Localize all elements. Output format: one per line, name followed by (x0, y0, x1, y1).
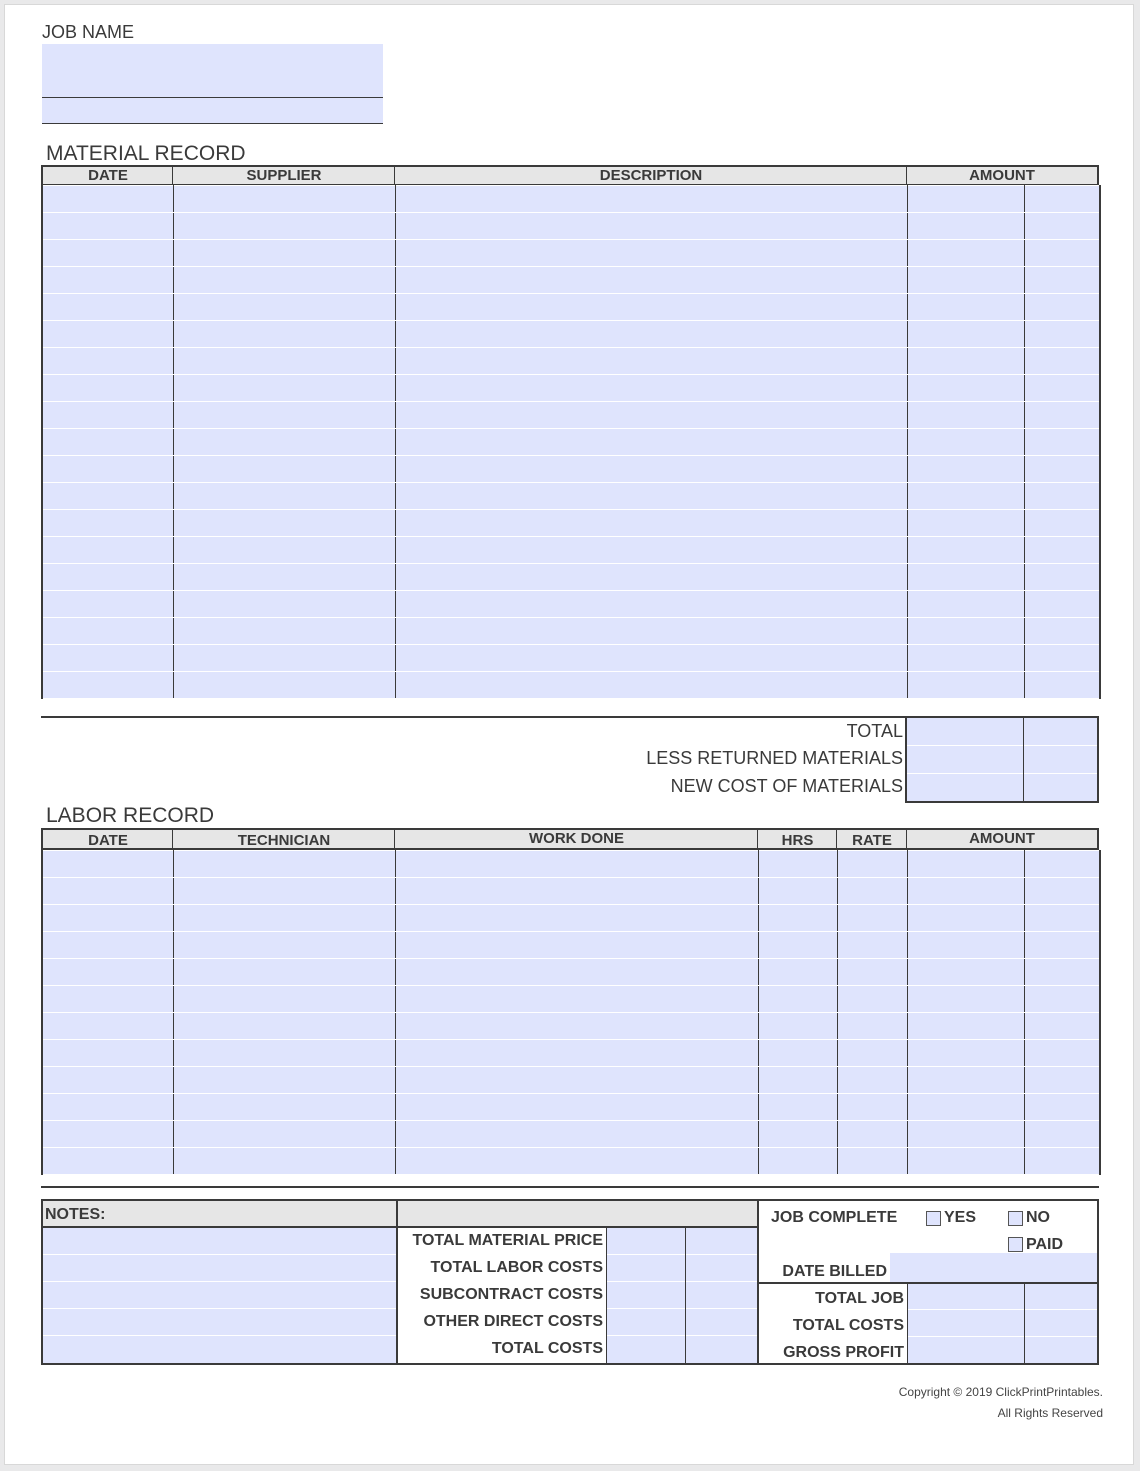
material-cell[interactable] (173, 402, 395, 429)
labor-row (42, 1040, 1100, 1067)
material-row (42, 483, 1100, 510)
labor-row (42, 1013, 1100, 1040)
material-cell[interactable] (1024, 375, 1100, 402)
labor-cell[interactable] (837, 959, 907, 986)
labor-cell[interactable] (173, 1013, 395, 1040)
total-job-field[interactable] (908, 1284, 1024, 1310)
material-cell[interactable] (1024, 213, 1100, 240)
material-cell[interactable] (173, 429, 395, 456)
labor-cell[interactable] (42, 1094, 173, 1121)
labor-cell[interactable] (758, 986, 837, 1013)
cost-header (398, 1201, 757, 1228)
material-header-divider (172, 166, 173, 185)
labor-cell[interactable] (395, 932, 758, 959)
material-grid (41, 185, 1101, 699)
subcontract-costs-label: SUBCONTRACT COSTS (419, 1286, 603, 1303)
material-header-divider (394, 166, 395, 185)
labor-grid (41, 850, 1101, 1175)
material-row (42, 537, 1100, 564)
labor-cell[interactable] (42, 878, 173, 905)
labor-cell[interactable] (758, 1013, 837, 1040)
material-total-field[interactable] (907, 718, 1023, 746)
material-cell[interactable] (907, 483, 1024, 510)
material-row (42, 645, 1100, 672)
labor-row (42, 932, 1100, 959)
labor-cell[interactable] (907, 1013, 1024, 1040)
material-cell[interactable] (907, 672, 1024, 699)
subcontract-costs-cents-field[interactable] (686, 1282, 757, 1309)
material-cell[interactable] (1024, 510, 1100, 537)
material-cell[interactable] (173, 645, 395, 672)
material-total-cents-field[interactable] (1024, 718, 1097, 746)
material-total-label: TOTAL (846, 721, 903, 741)
notes-label: NOTES: (45, 1206, 106, 1223)
notes-line-5[interactable] (43, 1336, 396, 1363)
job-name-field-3[interactable] (42, 98, 383, 124)
labor-cell[interactable] (837, 1148, 907, 1175)
rights-text: All Rights Reserved (997, 1406, 1103, 1420)
gross-profit-label: GROSS PROFIT (783, 1344, 904, 1361)
material-cell[interactable] (1024, 294, 1100, 321)
other-direct-costs-field[interactable] (607, 1309, 685, 1336)
material-cell[interactable] (1024, 456, 1100, 483)
labor-header-hrs: HRS (781, 832, 814, 849)
less-returned-label: LESS RETURNED MATERIALS (646, 748, 903, 768)
material-cell[interactable] (395, 537, 907, 564)
subcontract-costs-field[interactable] (607, 1282, 685, 1309)
material-cell[interactable] (907, 402, 1024, 429)
material-cell[interactable] (395, 591, 907, 618)
labor-header-amount: AMOUNT (969, 830, 1035, 847)
material-cell[interactable] (395, 672, 907, 699)
material-header-date: DATE (88, 167, 128, 184)
material-cell[interactable] (173, 672, 395, 699)
material-cell[interactable] (1024, 618, 1100, 645)
labor-header-divider (757, 830, 758, 848)
material-cell[interactable] (42, 510, 173, 537)
labor-cell[interactable] (907, 1121, 1024, 1148)
material-cell[interactable] (42, 348, 173, 375)
paid-checkbox[interactable] (1008, 1237, 1023, 1252)
gross-profit-field[interactable] (908, 1337, 1024, 1363)
labor-cell[interactable] (173, 959, 395, 986)
labor-cell[interactable] (1024, 878, 1100, 905)
labor-header-divider (172, 830, 173, 848)
material-cell[interactable] (907, 348, 1024, 375)
material-cell[interactable] (395, 402, 907, 429)
labor-cell[interactable] (395, 1094, 758, 1121)
material-cell[interactable] (395, 213, 907, 240)
labor-cell[interactable] (1024, 1040, 1100, 1067)
new-cost-field[interactable] (907, 774, 1023, 801)
labor-cell[interactable] (173, 932, 395, 959)
material-cell[interactable] (907, 186, 1024, 213)
material-header-divider (906, 166, 907, 185)
summary-section (41, 1199, 1099, 1365)
total-job-label: TOTAL JOB (815, 1290, 904, 1307)
material-cell[interactable] (173, 294, 395, 321)
labor-cell[interactable] (395, 1121, 758, 1148)
material-cell[interactable] (42, 483, 173, 510)
labor-row (42, 986, 1100, 1013)
labor-cell[interactable] (173, 1148, 395, 1175)
material-cell[interactable] (907, 294, 1024, 321)
total-material-price-label: TOTAL MATERIAL PRICE (412, 1232, 603, 1249)
material-cell[interactable] (173, 321, 395, 348)
labor-cell[interactable] (907, 986, 1024, 1013)
labor-cell[interactable] (837, 1094, 907, 1121)
labor-row (42, 959, 1100, 986)
status-total-costs-cents-field[interactable] (1025, 1310, 1097, 1337)
labor-cell[interactable] (907, 1067, 1024, 1094)
labor-cell[interactable] (837, 878, 907, 905)
material-cell[interactable] (907, 321, 1024, 348)
status-total-costs-label: TOTAL COSTS (792, 1317, 904, 1334)
labor-row (42, 851, 1100, 878)
material-cell[interactable] (42, 321, 173, 348)
material-cell[interactable] (907, 537, 1024, 564)
material-cell[interactable] (1024, 267, 1100, 294)
labor-header-divider (394, 830, 395, 848)
material-cell[interactable] (395, 618, 907, 645)
labor-cell[interactable] (395, 1013, 758, 1040)
material-cell[interactable] (42, 294, 173, 321)
labor-cell[interactable] (1024, 1121, 1100, 1148)
material-cell[interactable] (907, 375, 1024, 402)
labor-cell[interactable] (837, 1121, 907, 1148)
labor-cell[interactable] (395, 959, 758, 986)
labor-cell[interactable] (907, 851, 1024, 878)
labor-cell[interactable] (907, 878, 1024, 905)
labor-cell[interactable] (173, 986, 395, 1013)
labor-cell[interactable] (1024, 1094, 1100, 1121)
labor-cell[interactable] (173, 1067, 395, 1094)
material-cell[interactable] (42, 402, 173, 429)
labor-grid-bottom-border (41, 1186, 1099, 1188)
material-cell[interactable] (42, 645, 173, 672)
material-row (42, 564, 1100, 591)
labor-cell[interactable] (42, 1040, 173, 1067)
material-cell[interactable] (1024, 348, 1100, 375)
labor-header-divider (906, 830, 907, 848)
material-row (42, 618, 1100, 645)
material-cell[interactable] (42, 672, 173, 699)
labor-cell[interactable] (758, 1040, 837, 1067)
material-cell[interactable] (173, 240, 395, 267)
labor-cell[interactable] (1024, 1013, 1100, 1040)
material-cell[interactable] (395, 348, 907, 375)
labor-cell[interactable] (758, 851, 837, 878)
material-cell[interactable] (173, 267, 395, 294)
labor-cell[interactable] (837, 851, 907, 878)
material-row (42, 186, 1100, 213)
material-cell[interactable] (395, 294, 907, 321)
labor-cell[interactable] (395, 905, 758, 932)
material-cell[interactable] (907, 456, 1024, 483)
yes-label: YES (944, 1209, 977, 1226)
material-cell[interactable] (173, 564, 395, 591)
material-header-supplier: SUPPLIER (246, 167, 322, 184)
material-row (42, 348, 1100, 375)
material-cell[interactable] (1024, 186, 1100, 213)
less-returned-cents-field[interactable] (1024, 746, 1097, 774)
notes-line-2[interactable] (43, 1255, 396, 1282)
material-cell[interactable] (173, 186, 395, 213)
labor-cell[interactable] (907, 959, 1024, 986)
material-cell[interactable] (907, 591, 1024, 618)
material-summary-box (905, 718, 1099, 803)
labor-cell[interactable] (395, 878, 758, 905)
labor-cell[interactable] (758, 1148, 837, 1175)
material-cell[interactable] (1024, 321, 1100, 348)
other-direct-costs-label: OTHER DIRECT COSTS (423, 1313, 603, 1330)
labor-cell[interactable] (42, 1067, 173, 1094)
labor-row (42, 1148, 1100, 1175)
material-cell[interactable] (907, 564, 1024, 591)
material-row (42, 321, 1100, 348)
job-name-field-1[interactable] (42, 44, 383, 72)
material-cell[interactable] (907, 645, 1024, 672)
material-cell[interactable] (395, 429, 907, 456)
labor-cell[interactable] (1024, 905, 1100, 932)
labor-cell[interactable] (395, 851, 758, 878)
material-cell[interactable] (907, 510, 1024, 537)
material-cell[interactable] (395, 375, 907, 402)
material-row (42, 402, 1100, 429)
material-cell[interactable] (1024, 672, 1100, 699)
cost-total-costs-label: TOTAL COSTS (491, 1340, 603, 1357)
material-cell[interactable] (395, 186, 907, 213)
cost-total-costs-field[interactable] (607, 1336, 685, 1363)
material-cell[interactable] (42, 186, 173, 213)
job-complete-label: JOB COMPLETE (771, 1209, 898, 1226)
material-cell[interactable] (42, 591, 173, 618)
material-cell[interactable] (1024, 483, 1100, 510)
material-cell[interactable] (42, 213, 173, 240)
total-material-price-cents-field[interactable] (686, 1228, 757, 1255)
other-direct-costs-cents-field[interactable] (686, 1309, 757, 1336)
material-cell[interactable] (1024, 645, 1100, 672)
material-cell[interactable] (173, 618, 395, 645)
paid-label: PAID (1026, 1236, 1064, 1253)
labor-cell[interactable] (395, 1067, 758, 1094)
material-cell[interactable] (42, 618, 173, 645)
copyright-text: Copyright © 2019 ClickPrintPrintables. (898, 1385, 1103, 1399)
material-cell[interactable] (173, 483, 395, 510)
labor-cell[interactable] (42, 1148, 173, 1175)
notes-line-3[interactable] (43, 1282, 396, 1309)
total-material-price-field[interactable] (607, 1228, 685, 1255)
material-cell[interactable] (907, 240, 1024, 267)
labor-record-title: LABOR RECORD (46, 804, 215, 827)
labor-cell[interactable] (907, 1040, 1024, 1067)
labor-cell[interactable] (1024, 1067, 1100, 1094)
status-total-costs-field[interactable] (908, 1310, 1024, 1337)
material-cell[interactable] (173, 348, 395, 375)
total-labor-costs-cents-field[interactable] (686, 1255, 757, 1282)
labor-header-date: DATE (88, 832, 128, 849)
labor-header-work-done: WORK DONE (529, 830, 624, 847)
material-cell[interactable] (1024, 429, 1100, 456)
labor-cell[interactable] (173, 905, 395, 932)
material-cell[interactable] (395, 267, 907, 294)
material-row (42, 429, 1100, 456)
labor-cell[interactable] (837, 932, 907, 959)
material-header-description: DESCRIPTION (599, 167, 703, 184)
labor-cell[interactable] (758, 1094, 837, 1121)
material-cell[interactable] (42, 375, 173, 402)
material-row (42, 267, 1100, 294)
new-cost-cents-field[interactable] (1024, 774, 1097, 801)
material-cell[interactable] (907, 267, 1024, 294)
material-cell[interactable] (42, 564, 173, 591)
date-billed-label: DATE BILLED (782, 1263, 887, 1280)
labor-cell[interactable] (837, 905, 907, 932)
labor-cell[interactable] (395, 1040, 758, 1067)
no-label: NO (1026, 1209, 1050, 1226)
material-cell[interactable] (1024, 564, 1100, 591)
job-name-label: JOB NAME (42, 22, 135, 42)
material-cell[interactable] (42, 456, 173, 483)
labor-cell[interactable] (173, 851, 395, 878)
material-cell[interactable] (1024, 240, 1100, 267)
labor-cell[interactable] (173, 1094, 395, 1121)
material-cell[interactable] (1024, 537, 1100, 564)
date-billed-field[interactable] (890, 1253, 1097, 1282)
labor-cell[interactable] (395, 986, 758, 1013)
job-complete-no-checkbox[interactable] (1008, 1211, 1023, 1226)
material-cell[interactable] (173, 375, 395, 402)
material-row (42, 375, 1100, 402)
labor-header-rate: RATE (852, 832, 892, 849)
material-cell[interactable] (173, 591, 395, 618)
labor-cell[interactable] (837, 1067, 907, 1094)
labor-row (42, 878, 1100, 905)
material-cell[interactable] (173, 537, 395, 564)
material-header-amount: AMOUNT (969, 167, 1035, 184)
total-job-cents-field[interactable] (1025, 1284, 1097, 1310)
material-row (42, 213, 1100, 240)
labor-row (42, 1067, 1100, 1094)
labor-header-technician: TECHNICIAN (237, 832, 331, 849)
material-cell[interactable] (395, 510, 907, 537)
labor-cell[interactable] (1024, 986, 1100, 1013)
labor-cell[interactable] (758, 905, 837, 932)
material-cell[interactable] (395, 645, 907, 672)
material-row (42, 510, 1100, 537)
material-cell[interactable] (907, 429, 1024, 456)
labor-cell[interactable] (42, 959, 173, 986)
material-cell[interactable] (42, 267, 173, 294)
material-cell[interactable] (1024, 591, 1100, 618)
labor-cell[interactable] (907, 932, 1024, 959)
labor-row (42, 1094, 1100, 1121)
material-cell[interactable] (42, 429, 173, 456)
labor-cell[interactable] (173, 878, 395, 905)
material-cell[interactable] (907, 618, 1024, 645)
labor-cell[interactable] (42, 932, 173, 959)
labor-cell[interactable] (907, 1148, 1024, 1175)
material-record-title: MATERIAL RECORD (46, 142, 246, 165)
labor-header-divider (836, 830, 837, 848)
material-row (42, 591, 1100, 618)
labor-cell[interactable] (758, 1067, 837, 1094)
material-summary-divider (1023, 718, 1024, 801)
cost-label-divider (606, 1228, 607, 1363)
material-cell[interactable] (395, 240, 907, 267)
material-cell[interactable] (173, 510, 395, 537)
material-cell[interactable] (173, 213, 395, 240)
material-row (42, 672, 1100, 699)
material-cell[interactable] (395, 564, 907, 591)
material-cell[interactable] (42, 537, 173, 564)
labor-cell[interactable] (758, 959, 837, 986)
labor-row (42, 1121, 1100, 1148)
labor-cell[interactable] (1024, 959, 1100, 986)
labor-cell[interactable] (173, 1040, 395, 1067)
gross-profit-cents-field[interactable] (1025, 1337, 1097, 1363)
status-label-divider (907, 1284, 908, 1363)
material-cell[interactable] (1024, 402, 1100, 429)
material-cell[interactable] (907, 213, 1024, 240)
labor-cell[interactable] (907, 1094, 1024, 1121)
material-cell[interactable] (173, 456, 395, 483)
labor-cell[interactable] (837, 986, 907, 1013)
notes-line-4[interactable] (43, 1309, 396, 1336)
labor-cell[interactable] (758, 878, 837, 905)
labor-cell[interactable] (42, 851, 173, 878)
labor-cell[interactable] (173, 1121, 395, 1148)
material-row (42, 456, 1100, 483)
status-cents-divider (1024, 1284, 1025, 1363)
labor-cell[interactable] (758, 932, 837, 959)
material-row (42, 240, 1100, 267)
notes-line-1[interactable] (43, 1228, 396, 1255)
material-cell[interactable] (395, 321, 907, 348)
material-cell[interactable] (395, 456, 907, 483)
labor-cell[interactable] (42, 986, 173, 1013)
cost-cents-divider (685, 1228, 686, 1363)
labor-cell[interactable] (907, 905, 1024, 932)
cost-total-costs-cents-field[interactable] (686, 1336, 757, 1363)
labor-cell[interactable] (837, 1040, 907, 1067)
material-cell[interactable] (395, 483, 907, 510)
job-cost-form (4, 4, 1134, 1465)
new-cost-label: NEW COST OF MATERIALS (670, 776, 903, 796)
labor-cell[interactable] (1024, 851, 1100, 878)
labor-cell[interactable] (395, 1148, 758, 1175)
labor-cell[interactable] (42, 1013, 173, 1040)
total-labor-costs-field[interactable] (607, 1255, 685, 1282)
total-labor-costs-label: TOTAL LABOR COSTS (430, 1259, 603, 1276)
labor-cell[interactable] (837, 1013, 907, 1040)
material-cell[interactable] (42, 240, 173, 267)
labor-cell[interactable] (42, 905, 173, 932)
labor-cell[interactable] (1024, 932, 1100, 959)
job-complete-yes-checkbox[interactable] (926, 1211, 941, 1226)
material-row (42, 294, 1100, 321)
job-name-field-2[interactable] (42, 71, 383, 98)
labor-row (42, 905, 1100, 932)
less-returned-field[interactable] (907, 746, 1023, 774)
labor-cell[interactable] (758, 1121, 837, 1148)
labor-cell[interactable] (1024, 1148, 1100, 1175)
labor-cell[interactable] (42, 1121, 173, 1148)
